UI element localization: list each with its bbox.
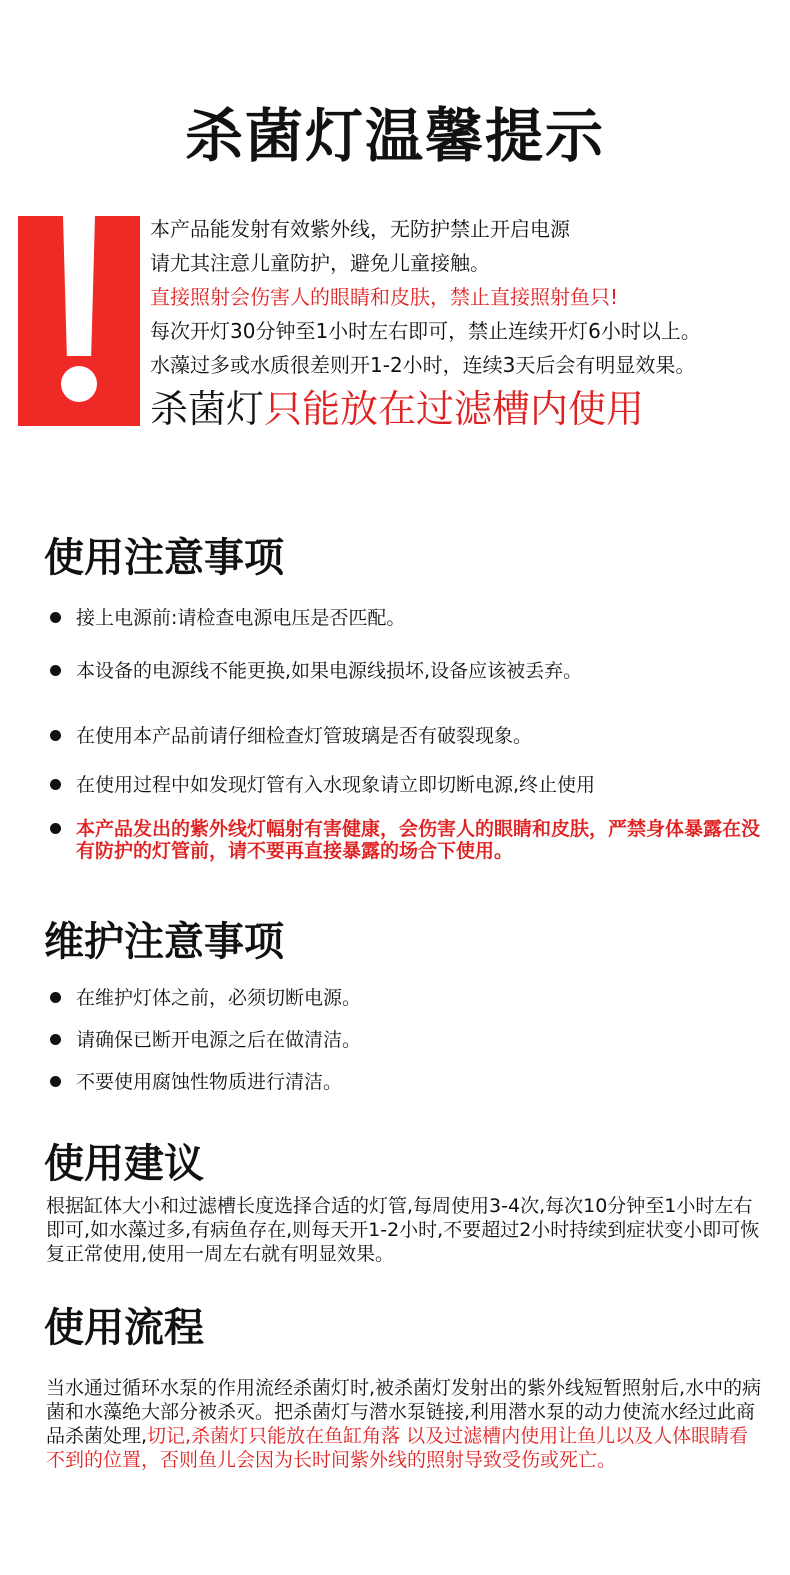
list-item-text: 在维护灯体之前，必须切断电源。 <box>76 987 362 1009</box>
section-heading-usage-notes: 使用注意事项 <box>44 535 284 581</box>
tip-line: 每次开灯30分钟至1小时左右即可，禁止连续开灯6小时以上。 <box>150 319 701 343</box>
bullet-dot <box>50 1076 61 1087</box>
list-item-text: 请确保已断开电源之后在做清洁。 <box>76 1029 362 1051</box>
list-item <box>50 1029 770 1051</box>
tip-line: 本产品能发射有效紫外线，无防护禁止开启电源 <box>150 217 570 241</box>
list-item <box>50 660 610 682</box>
bullet-dot <box>50 730 61 741</box>
list-item-text: 在使用过程中如发现灯管有入水现象请立即切断电源,终止使用 <box>76 774 596 796</box>
tip-final-highlight: 只能放在过滤槽内使用 <box>264 387 645 431</box>
exclamation-dot <box>61 366 97 402</box>
tip-line-warning: 直接照射会伤害人的眼睛和皮肤，禁止直接照射鱼只! <box>150 285 619 309</box>
list-item-warning <box>50 818 760 862</box>
list-item-text: 不要使用腐蚀性物质进行清洁。 <box>76 1071 343 1093</box>
process-text: 当水通过循环水泵的作用流经杀菌灯时,被杀菌灯发射出的紫外线短暂照射后,水中的病菌和水藻绝大部分被杀灭。把杀菌灯与潜水泵链接,利用潜水泵的动力使流水经过此商品杀菌处理, <box>46 1377 762 1447</box>
list-item-text: 接上电源前:请检查电源电压是否匹配。 <box>76 607 406 629</box>
process-warning-text: 切记,杀菌灯只能放在鱼缸角落 以及过滤槽内使用让鱼儿以及人体眼睛看不到的位置，否则鱼儿会因为长时间紫外线的照射导致受伤或死亡。 <box>46 1425 749 1471</box>
list-item <box>50 774 770 796</box>
bullet-dot <box>50 992 61 1003</box>
bullet-dot <box>50 612 61 623</box>
list-item-text: 在使用本产品前请仔细检查灯管玻璃是否有破裂现象。 <box>76 725 533 747</box>
exclamation-bar <box>63 216 95 356</box>
list-item-text: 本产品发出的紫外线灯幅射有害健康，会伤害人的眼睛和皮肤，严禁身体暴露在没有防护的灯管前，请不要再直接暴露的场合下使用。 <box>76 818 761 862</box>
list-item <box>50 1071 770 1093</box>
list-item <box>50 607 770 629</box>
tip-line: 水藻过多或水质很差则开1-2小时，连续3天后会有明显效果。 <box>150 353 696 377</box>
process-paragraph <box>46 1376 766 1472</box>
tips-list <box>150 214 790 434</box>
exclamation-icon <box>18 216 140 426</box>
suggestion-paragraph: 根据缸体大小和过滤槽长度选择合适的灯管,每周使用3-4次,每次10分钟至1小时左右即可,如水藻过多,有病鱼存在,则每天开1-2小时,不要超过2小时持续到症状变小即可恢复正常使用,使用一周左右就有明显效果。 <box>46 1195 760 1265</box>
list-item <box>50 987 770 1009</box>
bullet-dot <box>50 823 61 834</box>
section-heading-suggestion: 使用建议 <box>44 1141 204 1187</box>
list-item-text: 本设备的电源线不能更换,如果电源线损坏,设备应该被丢弃。 <box>76 660 583 682</box>
tip-final-prefix: 杀菌灯 <box>150 387 265 431</box>
tip-line: 请尤其注意儿童防护，避免儿童接触。 <box>150 251 490 275</box>
section-heading-maintenance-notes: 维护注意事项 <box>44 919 284 965</box>
bullet-dot <box>50 779 61 790</box>
tip-final <box>150 384 790 434</box>
bullet-dot <box>50 1034 61 1045</box>
list-item <box>50 725 770 747</box>
bullet-dot <box>50 665 61 676</box>
page-title: 杀菌灯温馨提示 <box>184 102 605 170</box>
section-heading-process: 使用流程 <box>44 1305 204 1351</box>
